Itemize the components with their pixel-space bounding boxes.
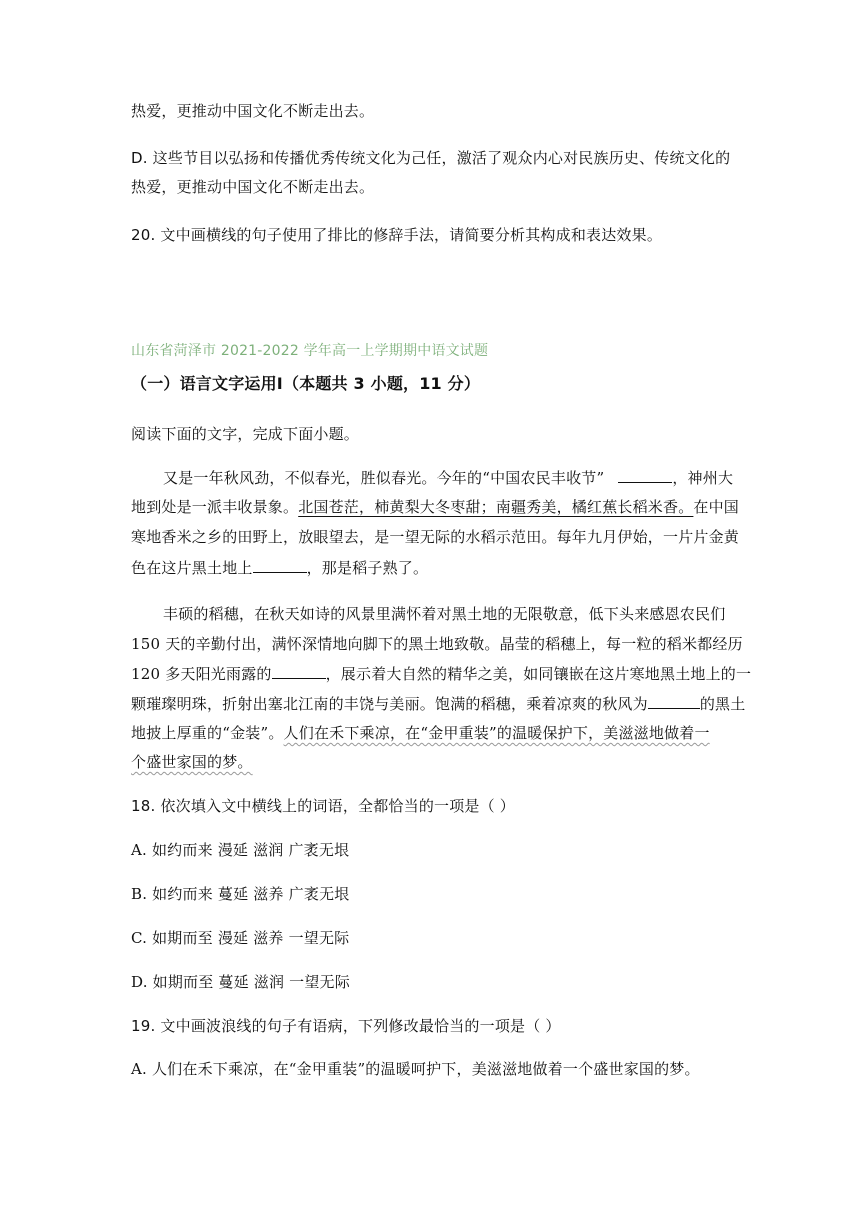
passage-text: 颗璀璨明珠，折射出塞北江南的丰饶与美丽。饱满的稻穗，乘着凉爽的秋风为	[131, 695, 648, 713]
option-d-line-2: 热爱，更推动中国文化不断走出去。	[131, 178, 375, 196]
question-18-option-d: D. 如期而至 蔓延 滋润 一望无际	[131, 973, 350, 991]
passage-p2-line-1: 丰硕的稻穗，在秋天如诗的风景里满怀着对黑土地的无限敬意，低下头来感恩农民们	[163, 605, 726, 623]
passage-text: 又是一年秋风劲，不似春光，胜似春光。今年的“中国农民丰收节”	[163, 469, 605, 487]
passage-p2-line-2: 150 天的辛勤付出，满怀深情地向脚下的黑土地致敬。晶莹的稻穗上，每一粒的稻米都经历	[131, 635, 743, 653]
passage-p1-line-4	[131, 557, 428, 578]
exam-source-label: 山东省菏泽市 2021-2022 学年高一上学期期中语文试题	[131, 343, 489, 359]
passage-p2-line-4	[131, 693, 745, 714]
question-19-stem: 19. 文中画波浪线的句子有语病，下列修改最恰当的一项是（ ）	[131, 1017, 561, 1035]
passage-text: ，展示着大自然的精华之美，如同镶嵌在这片寒地黑土地上的一	[325, 665, 752, 683]
passage-p1-line-1	[163, 467, 733, 488]
wavy-underlined-sentence: 人们在禾下乘凉，在“金甲重装”的温暖保护下，美滋滋地做着一	[283, 724, 710, 742]
option-d-line-1: D. 这些节目以弘扬和传播优秀传统文化为己任，激活了观众内心对民族历史、传统文化的	[131, 149, 731, 167]
passage-text: 地到处是一派丰收景象。	[131, 498, 299, 516]
question-20: 20. 文中画横线的句子使用了排比的修辞手法，请简要分析其构成和表达效果。	[131, 226, 663, 244]
question-18-stem: 18. 依次填入文中横线上的词语，全都恰当的一项是（ ）	[131, 797, 515, 815]
question-18-option-a: A. 如约而来 漫延 滋润 广袤无垠	[131, 841, 350, 859]
passage-p1-line-2	[131, 497, 739, 517]
question-18-option-c: C. 如期而至 漫延 滋养 一望无际	[131, 929, 350, 947]
passage-text: 色在这片黑土地上	[131, 559, 253, 577]
fill-blank-3	[272, 663, 326, 679]
question-18-option-b: B. 如约而来 蔓延 滋养 广袤无垠	[131, 885, 350, 903]
reading-instruction: 阅读下面的文字，完成下面小题。	[131, 425, 360, 443]
passage-text: ，神州大	[672, 469, 734, 487]
section-title: （一）语言文字运用Ⅰ（本题共 3 小题，11 分）	[131, 374, 481, 393]
parallelism-underlined-sentence: 北国苍茫，柿黄梨大冬枣甜；南疆秀美，橘红蕉长稻米香。	[298, 498, 694, 516]
passage-text: 的黑土	[699, 695, 746, 713]
fill-blank-1	[618, 467, 672, 483]
passage-text: 在中国	[693, 498, 740, 516]
passage-text: 地披上厚重的“金装”。	[131, 724, 284, 742]
passage-p2-line-3	[131, 663, 751, 684]
passage-p1-line-3: 寒地香米之乡的田野上，放眼望去，是一望无际的水稻示范田。每年九月伊始，一片片金黄	[131, 528, 740, 546]
wavy-underlined-sentence-end: 个盛世家国的梦。	[131, 753, 253, 771]
fill-blank-2	[253, 557, 307, 573]
question-19-option-a: A. 人们在禾下乘凉，在“金甲重装”的温暖呵护下，美滋滋地做着一个盛世家国的梦。	[131, 1060, 700, 1078]
continued-option-line: 热爱，更推动中国文化不断走出去。	[131, 102, 375, 120]
passage-text: 120 多天阳光雨露的	[131, 665, 272, 683]
passage-p2-line-5	[131, 723, 710, 743]
fill-blank-4	[648, 693, 700, 709]
passage-text: ，那是稻子熟了。	[306, 559, 429, 577]
passage-p2-line-6	[131, 752, 253, 772]
